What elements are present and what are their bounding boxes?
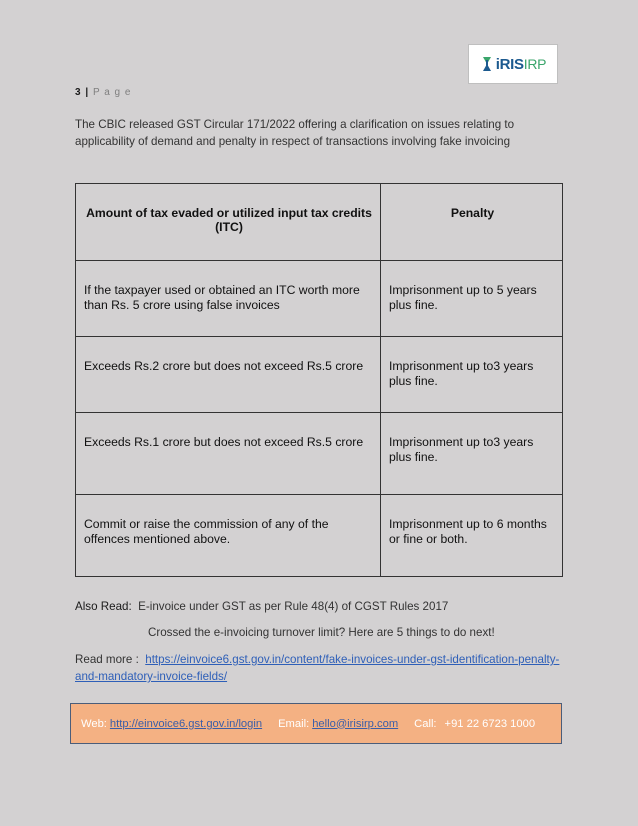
also-read-label: Also Read: [75,600,132,613]
table-cell: Exceeds Rs.2 crore but does not exceed Rs.5 crore [76,337,381,413]
also-read [75,600,448,613]
web-link[interactable]: http://einvoice6.gst.gov.in/login [109,717,263,730]
table-header-row [76,184,563,261]
related-article-link[interactable]: Crossed the e-invoicing turnover limit? Here are 5 things to do next! [148,626,495,639]
table-cell: Imprisonment up to3 years plus fine. [381,413,563,495]
call-label: Call: [414,717,437,730]
penalty-table [75,183,563,577]
intro-paragraph: The CBIC released GST Circular 171/2022 offering a clarification on issues relating to applicability of demand and penalty in respect of transactions involving fake invoicing [75,118,515,148]
header-penalty: Penalty [381,184,563,261]
read-more-link[interactable]: https://einvoice6.gst.gov.in/content/fake-invoices-under-gst-identification-penalty-and-mandatory-invoice-fields/ [75,653,560,683]
email-label: Email: [278,717,310,730]
table-cell: Exceeds Rs.1 crore but does not exceed Rs.5 crore [76,413,381,495]
header-tax-amount: Amount of tax evaded or utilized input tax credits (ITC) [76,184,381,261]
table-cell: Imprisonment up to 6 months or fine or both. [381,495,563,577]
table-row [76,413,563,495]
email-link[interactable]: hello@irisirp.com [312,717,399,730]
read-more-label: Read more : [75,653,139,666]
table-row [76,261,563,337]
table-cell: Commit or raise the commission of any of the offences mentioned above. [76,495,381,577]
table-cell: Imprisonment up to 5 years plus fine. [381,261,563,337]
page-number: 3 | P a g e [75,87,132,98]
web-label: Web: [81,717,107,730]
table-row [76,337,563,413]
phone-number[interactable]: +91 22 6723 1000 [444,717,536,730]
also-read-link[interactable]: E-invoice under GST as per Rule 48(4) of CGST Rules 2017 [138,600,449,613]
table-row [76,495,563,577]
read-more [75,651,565,685]
table-cell: If the taxpayer used or obtained an ITC worth more than Rs. 5 crore using false invoices [76,261,381,337]
iris-irp-logo [468,44,558,84]
table-cell: Imprisonment up to3 years plus fine. [381,337,563,413]
logo-wordmark: iRISIRP [495,55,547,73]
iris-logo-icon [480,55,494,73]
contact-footer [70,703,562,744]
